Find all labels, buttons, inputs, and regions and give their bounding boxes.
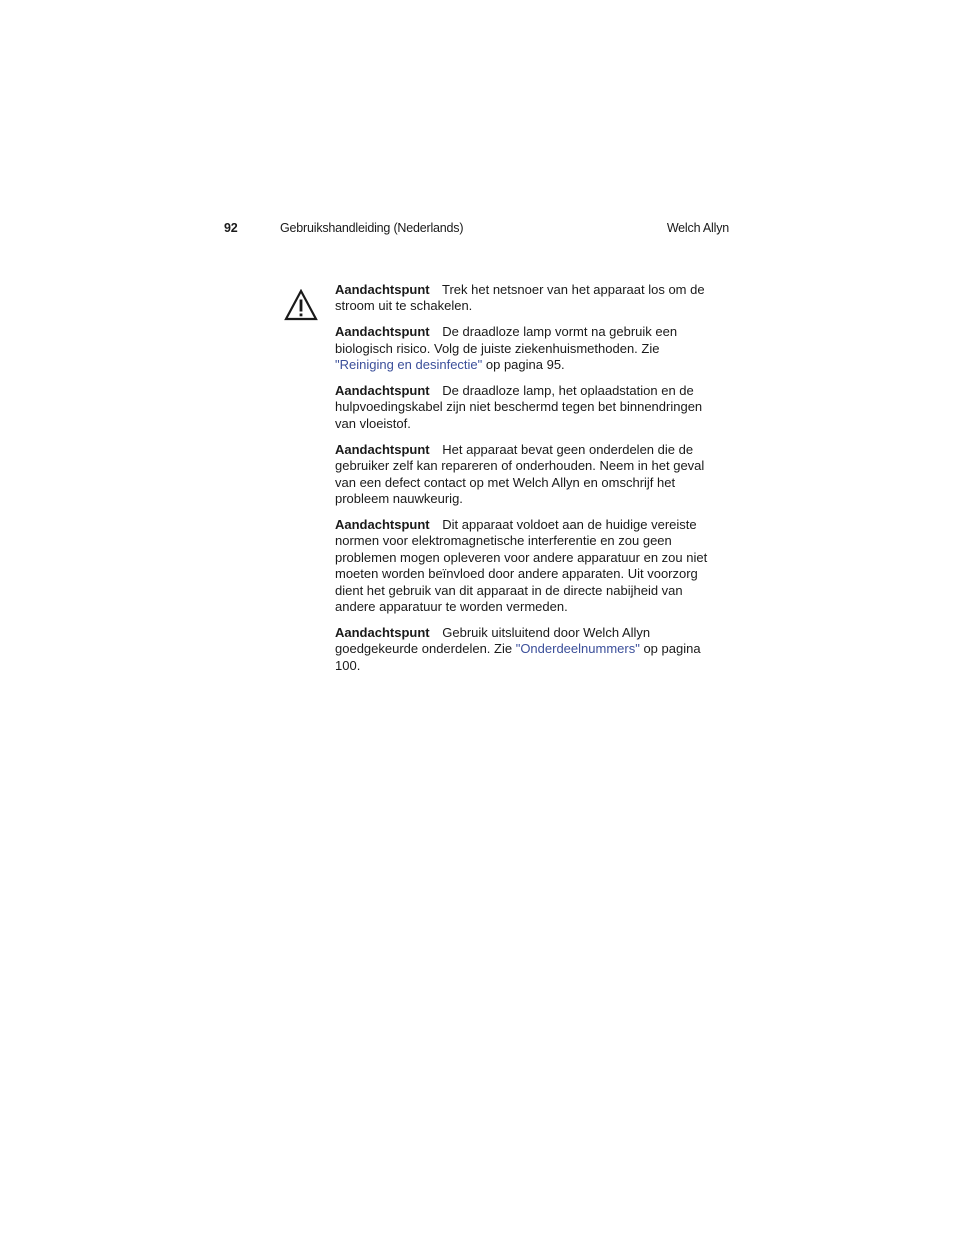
caution-text: Trek het netsnoer van het apparaat los om de stroom uit te schakelen. — [335, 282, 705, 314]
caution-item — [335, 625, 719, 674]
caution-item — [335, 383, 719, 432]
page-number: 92 — [224, 221, 238, 235]
caution-text: Dit apparaat voldoet aan de huidige vereiste normen voor elektromagnetische interferentie en zou geen problemen mogen opleveren voor andere apparatuur en zou niet moeten worden beïnvloed door andere apparaten. Uit voorzorg dient het gebruik van dit apparaat in de directe nabijheid van andere apparatuur te worden vermeden. — [335, 516, 708, 614]
caution-label: Aandachtspunt — [335, 441, 430, 457]
cross-reference-link[interactable]: "Onderdeelnummers" — [515, 641, 640, 657]
caution-label: Aandachtspunt — [335, 624, 430, 640]
cross-reference-link[interactable]: "Reiniging en desinfectie" — [335, 357, 483, 373]
caution-item — [335, 324, 719, 373]
caution-text: Gebruik uitsluitend door Welch Allyn goedgekeurde onderdelen. Zie — [335, 624, 651, 657]
caution-item — [335, 282, 719, 315]
page-header — [224, 221, 729, 239]
caution-label: Aandachtspunt — [335, 324, 430, 340]
caution-text: Het apparaat bevat geen onderdelen die de gebruiker zelf kan repareren of onderhouden. Neem in het geval van een defect contact op met Welch Allyn en omschrijf het probleem nauwkeurig. — [335, 441, 705, 506]
document-title: Gebruikshandleiding (Nederlands) — [280, 221, 464, 235]
brand-name: Welch Allyn — [666, 221, 729, 235]
caution-text: De draadloze lamp vormt na gebruik een biologisch risico. Volg de juiste ziekenhuismethoden. Zie — [335, 324, 678, 356]
caution-label: Aandachtspunt — [335, 516, 430, 532]
caution-text: De draadloze lamp, het oplaadstation en de hulpvoedingskabel zijn niet beschermd tegen bet binnendringen van vloeistof. — [335, 383, 703, 431]
caution-list — [335, 282, 719, 684]
caution-label: Aandachtspunt — [335, 282, 430, 297]
caution-label: Aandachtspunt — [335, 383, 430, 399]
caution-text-suffix: op pagina 95. — [482, 357, 565, 373]
caution-text-suffix: op pagina 100. — [335, 641, 701, 673]
warning-triangle-icon — [284, 289, 318, 321]
caution-item — [335, 442, 719, 508]
caution-item — [335, 517, 719, 615]
